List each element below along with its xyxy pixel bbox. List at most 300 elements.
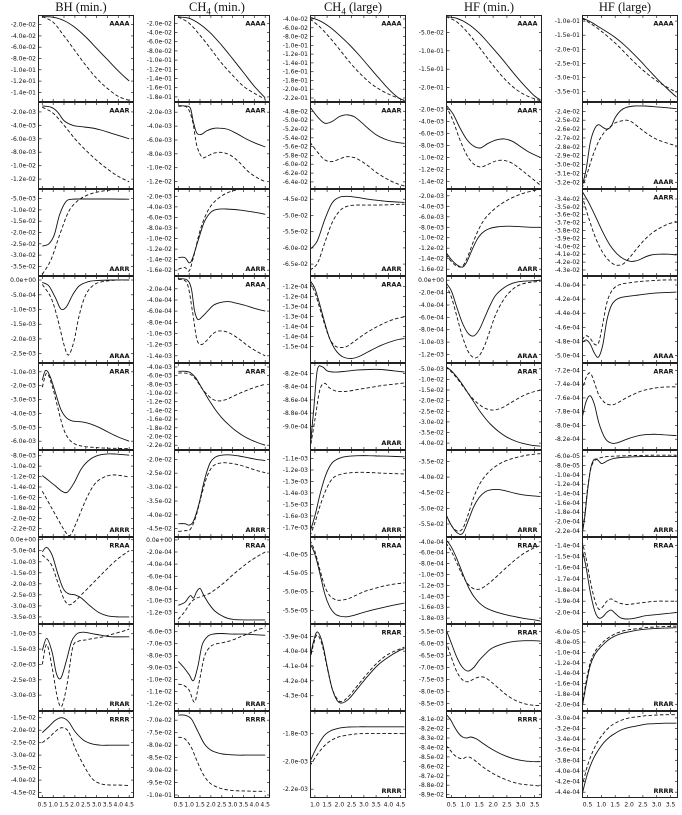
y-tick-label: -4.1e-04 [282, 663, 308, 670]
plot-ch4-rrrr [272, 711, 408, 811]
series-solid [582, 549, 678, 619]
y-tick-label: -1.8e-03 [282, 730, 308, 738]
y-tick-label: -9.0e-02 [146, 767, 172, 775]
series-solid [42, 199, 129, 246]
y-tick-label: -1.4e-02 [418, 255, 444, 263]
y-tick-label: -1.4e-04 [554, 542, 580, 550]
plot-ch4-araa [272, 276, 408, 363]
y-tick-label: -4.0e-03 [146, 364, 172, 371]
y-tick-label: -2.0e-03 [282, 758, 308, 766]
y-tick-label: -1.7e-03 [282, 524, 308, 532]
y-tick-label: -8.4e-04 [282, 383, 308, 391]
x-tick-label: 1.0 [184, 801, 194, 809]
y-tick-label: -1.2e-04 [282, 283, 308, 291]
y-tick-label: -1.4e-02 [146, 407, 172, 415]
y-tick-label: -8.5e-02 [146, 754, 172, 762]
y-tick-label: -8.8e-04 [282, 410, 308, 418]
y-tick-label: -6.4e-02 [282, 178, 308, 186]
y-tick-label: -2.0e-03 [418, 106, 444, 114]
y-tick-label: -6.0e-02 [10, 44, 36, 52]
y-tick-label: -2.5e-03 [10, 350, 36, 358]
y-tick-label: -8.6e-02 [418, 763, 444, 771]
y-tick-label: -1.0e-03 [146, 597, 172, 605]
y-tick-label: -1.8e-03 [418, 615, 444, 623]
y-tick-label: -7.5e-02 [146, 729, 172, 737]
y-tick-label: -2.5e-02 [10, 739, 36, 747]
y-tick-label: -1.2e-04 [282, 293, 308, 301]
series-solid [310, 17, 406, 101]
plot-bh-arar [0, 363, 136, 450]
plot-hf-rrrr [408, 711, 544, 811]
row-label: AARR [381, 265, 402, 273]
y-tick-label: -9.5e-02 [146, 779, 172, 787]
y-tick-label: -3.5e-02 [554, 203, 580, 211]
plot-bh-arrr [0, 450, 136, 537]
y-tick-label: -8.0e-04 [146, 319, 172, 327]
row-label: RRAA [653, 541, 674, 550]
y-tick-label: -2.2e-01 [282, 95, 308, 102]
row-label: ARRR [653, 526, 674, 534]
x-tick-label: 1.5 [610, 801, 620, 809]
y-tick-label: -3.9e-02 [554, 235, 580, 243]
y-tick-label: -1.8e-04 [554, 587, 580, 594]
y-tick-label: -2.0e-02 [146, 20, 172, 28]
y-tick-label: -3.0e-02 [10, 752, 36, 760]
y-tick-label: -1.2e-04 [554, 481, 580, 489]
y-tick-label: -8.0e-03 [146, 225, 172, 232]
y-tick-label: -2.0e-02 [10, 21, 36, 29]
y-tick-label: -1.6e-02 [418, 266, 444, 274]
series-dashed [310, 204, 406, 270]
x-tick-label: 2.5 [502, 801, 512, 809]
plot-hf-arrr [544, 450, 680, 537]
y-tick-label: -1.6e-03 [282, 512, 308, 520]
y-tick-label: -1.6e-04 [554, 680, 580, 688]
series-solid [178, 588, 265, 620]
series-dashed [178, 628, 265, 702]
y-tick-label: -1.5e-03 [282, 501, 308, 509]
y-tick-label: -6.0e-04 [418, 549, 444, 557]
y-tick-label: -4.0e-02 [146, 511, 172, 519]
y-tick-label: -1.5e-01 [554, 32, 580, 40]
series-dashed [582, 193, 678, 266]
y-tick-label: -4.6e-04 [554, 324, 580, 332]
x-tick-label: 1.5 [474, 801, 484, 809]
y-tick-label: -2.0e-02 [146, 433, 172, 441]
y-tick-label: -2.0e-03 [418, 192, 444, 200]
plot-hf-arar [408, 363, 544, 450]
y-tick-label: -4.0e-02 [418, 440, 444, 448]
y-tick-label: -6.0e-03 [10, 135, 36, 143]
row-label: ARRR [109, 526, 130, 534]
x-tick-label: 2.0 [488, 801, 498, 809]
y-tick-label: -2.0e-04 [418, 289, 444, 297]
row-label: ARAR [517, 367, 538, 376]
y-tick-label: -1.2e-02 [418, 245, 444, 253]
y-tick-label: -8.7e-02 [418, 772, 444, 780]
y-tick-label: -4.0e-04 [418, 302, 444, 309]
plot-ch4-rrar [136, 624, 272, 711]
plot-ch4-aaaa [136, 15, 272, 102]
y-tick-label: -8.0e-02 [146, 47, 172, 55]
row-label: AARR [517, 265, 538, 273]
y-tick-label: -2.0e-04 [146, 285, 172, 293]
x-tick-label: 4.5 [395, 801, 406, 809]
y-tick-label: -1.4e-02 [146, 256, 172, 264]
row-label: AAAR [653, 178, 674, 186]
row-label: RRRR [653, 787, 674, 795]
series-dashed [178, 373, 265, 401]
y-tick-label: -5.0e-04 [10, 291, 36, 299]
series-dashed [178, 189, 265, 271]
y-tick-label: -4.0e-02 [10, 32, 36, 40]
y-tick-label: -3.5e-02 [418, 458, 444, 466]
y-tick-label: -3.0e-04 [554, 714, 580, 722]
y-tick-label: -2.5e-03 [10, 676, 36, 684]
x-tick-label: 4.5 [260, 801, 270, 809]
y-tick-label: -1.6e-02 [146, 267, 172, 275]
y-tick-label: -3.0e-02 [146, 484, 172, 492]
row-label: AAAR [245, 106, 266, 115]
series-solid [446, 540, 542, 622]
y-tick-label: -6.0e-03 [146, 628, 172, 636]
y-tick-label: -1.0e-02 [146, 235, 172, 243]
x-tick-label: 2.0 [624, 801, 634, 809]
series-solid [178, 17, 265, 98]
y-tick-label: -3.0e-03 [10, 692, 36, 700]
row-label: AAAA [381, 19, 402, 28]
plot-hf-arar [544, 363, 680, 450]
plot-hf-aarr [544, 189, 680, 276]
y-tick-label: -3.0e-03 [10, 396, 36, 404]
column-1 [0, 0, 136, 811]
plot-bh-rrrr [0, 711, 136, 811]
y-tick-label: -2.0e-03 [146, 109, 172, 117]
y-tick-label: -7.8e-04 [554, 408, 580, 416]
y-tick-label: -2.5e-02 [146, 470, 172, 478]
y-tick-label: -8.0e-02 [10, 55, 36, 63]
y-tick-label: -1.6e-01 [146, 84, 172, 92]
x-tick-label: 3.0 [359, 801, 369, 809]
y-tick-label: -8.5e-02 [418, 753, 444, 761]
y-tick-label: -4.0e-02 [418, 474, 444, 482]
series-solid [310, 281, 406, 359]
y-tick-label: -1.4e-03 [146, 352, 172, 360]
y-tick-label: -2.0e-03 [10, 382, 36, 390]
row-label: ARAA [109, 352, 130, 360]
plot-ch4-aaaa [272, 15, 408, 102]
series-solid [178, 371, 265, 445]
series-dashed [582, 280, 678, 345]
plot-ch4-araa [136, 276, 272, 363]
x-tick-label: 2.0 [334, 801, 345, 809]
y-tick-label: -4.0e-04 [146, 561, 172, 569]
series-dashed [42, 373, 129, 449]
series-dashed [446, 281, 542, 357]
y-tick-label: -6.5e-03 [418, 652, 444, 660]
y-tick-label: -4.2e-04 [554, 296, 580, 304]
series-solid [310, 456, 406, 532]
y-tick-label: -4.0e-03 [10, 122, 36, 130]
series-solid [582, 628, 678, 709]
y-tick-label: -6.0e-04 [146, 308, 172, 316]
series-dashed [582, 373, 678, 405]
plot-bh-araa [0, 276, 136, 363]
y-tick-label: -2.0e-02 [10, 515, 36, 523]
y-tick-label: -3.5e-02 [10, 263, 36, 271]
x-tick-label: 2.0 [70, 801, 80, 809]
plot-hf-aaar [408, 102, 544, 189]
y-tick-label: -8.0e-03 [418, 142, 444, 150]
y-tick-label: -1.0e-01 [282, 42, 308, 50]
row-label: RRRR [245, 715, 266, 724]
x-tick-label: 1.5 [59, 801, 69, 809]
row-label: AAAA [653, 19, 674, 28]
row-label: RRAR [109, 700, 130, 708]
y-tick-label: -4.0e-04 [282, 648, 308, 656]
y-tick-label: -8.0e-04 [146, 585, 172, 593]
plot-ch4-arrr [136, 450, 272, 537]
y-tick-label: -3.6e-02 [554, 211, 580, 219]
series-dashed [446, 746, 542, 787]
y-tick-label: -8.0e-05 [554, 639, 580, 647]
y-tick-label: -5.8e-02 [282, 152, 308, 160]
row-label: RRAA [245, 541, 266, 550]
y-tick-label: -4.3e-04 [282, 692, 308, 700]
series-solid [446, 226, 542, 267]
y-tick-label: -3.2e-02 [554, 179, 580, 187]
y-tick-label: -3.6e-04 [554, 746, 580, 754]
column-5 [544, 0, 680, 811]
y-tick-label: -1.6e-02 [10, 494, 36, 502]
y-tick-label: -2.0e-03 [10, 335, 36, 343]
y-tick-label: -1.3e-03 [282, 478, 308, 486]
y-tick-label: -1.0e-03 [418, 571, 444, 579]
series-dashed [310, 142, 406, 186]
series-dashed [42, 728, 129, 786]
y-tick-label: -8.6e-04 [282, 396, 308, 404]
y-tick-label: -2.6e-02 [554, 126, 580, 134]
y-tick-label: -6.0e-03 [418, 213, 444, 221]
series-solid [42, 632, 129, 679]
y-tick-label: -8.0e-03 [146, 150, 172, 158]
y-tick-label: -1.8e-02 [10, 504, 36, 512]
y-tick-label: -5.0e-02 [418, 29, 444, 37]
y-tick-label: -8.0e-03 [418, 688, 444, 696]
y-tick-label: -2.2e-02 [146, 442, 172, 450]
plot-ch4-aarr [136, 189, 272, 276]
y-tick-label: -1.6e-02 [146, 416, 172, 424]
y-tick-label: -6.0e-04 [418, 314, 444, 322]
y-tick-label: -1.4e-04 [554, 670, 580, 678]
y-tick-label: -1.5e-03 [10, 569, 36, 577]
x-tick-label: 3.0 [91, 801, 102, 809]
row-label: ARAR [381, 439, 402, 447]
series-dashed [582, 626, 678, 706]
y-tick-label: -1.0e-03 [10, 630, 36, 638]
y-tick-label: -2.0e-03 [10, 108, 36, 116]
y-tick-label: -1.2e-03 [418, 582, 444, 590]
plot-ch4-aaar [136, 102, 272, 189]
y-tick-label: -1.4e-02 [10, 484, 36, 491]
y-tick-label: -1.6e-03 [418, 604, 444, 612]
y-tick-label: -6.0e-03 [10, 438, 36, 446]
series-dashed [446, 106, 542, 186]
y-tick-label: -1.0e-04 [554, 471, 580, 479]
plot-hf-aaar [544, 102, 680, 189]
y-tick-label: -4.5e-02 [10, 789, 36, 797]
y-tick-label: -1.2e-02 [10, 473, 36, 481]
y-tick-label: -1.0e-02 [418, 234, 444, 242]
y-tick-label: -1.1e-02 [146, 688, 172, 696]
y-tick-label: -2.0e-03 [146, 193, 172, 201]
y-tick-label: -1.0e-01 [146, 792, 172, 799]
series-solid [310, 543, 406, 617]
y-tick-label: -4.0e-02 [146, 29, 172, 37]
row-label: RRRR [109, 715, 130, 724]
row-label: ARAA [245, 280, 266, 289]
series-dashed [310, 733, 406, 765]
y-tick-label: -5.2e-02 [282, 126, 308, 133]
y-tick-label: -6.0e-03 [146, 137, 172, 144]
y-tick-label: -1.4e-04 [282, 333, 308, 341]
y-tick-label: -1.2e-02 [10, 176, 36, 184]
y-tick-label: -5.0e-04 [10, 547, 36, 555]
y-tick-label: -7.6e-04 [554, 394, 580, 402]
y-tick-label: -6.0e-03 [418, 130, 444, 138]
y-tick-label: -1.1e-03 [282, 455, 308, 463]
column-title: $CH_4$ (min.) [189, 0, 245, 17]
series-dashed [582, 541, 678, 609]
series-solid [42, 547, 129, 617]
y-tick-label: -2.2e-04 [554, 527, 580, 535]
y-tick-label: -1.4e-04 [554, 490, 580, 498]
y-tick-label: -1.8e-04 [554, 690, 580, 698]
y-tick-label: -1.2e-01 [146, 66, 172, 74]
plot-hf-aarr [408, 189, 544, 276]
series-dashed [42, 107, 129, 182]
y-tick-label: -7.0e-03 [146, 640, 172, 648]
x-tick-label: 1.5 [322, 801, 332, 809]
y-tick-label: -8.0e-05 [554, 462, 580, 470]
y-tick-label: -8.0e-02 [146, 742, 172, 750]
x-tick-label: 1.0 [48, 801, 58, 809]
series-dashed [178, 17, 265, 99]
x-tick-label: 4.0 [383, 801, 394, 809]
y-tick-label: -4.0e-02 [554, 243, 580, 251]
y-tick-label: -1.2e-02 [418, 166, 444, 174]
y-tick-label: -4.0e-03 [10, 410, 36, 418]
y-tick-label: -2.2e-03 [282, 786, 308, 794]
y-tick-label: -4.2e-04 [554, 778, 580, 786]
y-tick-label: -4.3e-02 [554, 267, 580, 274]
y-tick-label: -1.2e-01 [282, 51, 308, 59]
y-tick-label: -5.5e-05 [282, 607, 308, 615]
x-tick-label: 0.5 [582, 801, 593, 809]
row-label: ARRR [381, 526, 402, 534]
y-tick-label: -1.6e-01 [282, 68, 308, 76]
row-label: AARR [109, 265, 130, 273]
y-tick-label: -2.4e-02 [554, 108, 580, 116]
y-tick-label: -4.0e-04 [554, 768, 580, 775]
y-tick-label: -8.2e-04 [554, 436, 580, 444]
plot-ch4-arar [136, 363, 272, 450]
column-title: HF (large) [598, 0, 652, 14]
series-solid [582, 191, 678, 261]
y-tick-label: -5.0e-02 [418, 505, 444, 513]
y-tick-label: -6.0e-03 [146, 372, 172, 380]
series-solid [582, 457, 678, 536]
plot-bh-aaaa [0, 15, 136, 102]
series-solid [582, 396, 678, 444]
row-label: AAAA [109, 19, 130, 28]
y-tick-label: -8.0e-03 [146, 652, 172, 660]
y-tick-label: -1.0e-01 [146, 57, 172, 65]
row-label: ARAR [109, 367, 130, 376]
x-tick-label: 1.0 [460, 801, 471, 809]
y-tick-label: -3.5e-02 [418, 429, 444, 437]
x-tick-label: 2.5 [346, 801, 357, 809]
series-solid [446, 367, 542, 447]
y-tick-label: -3.5e-01 [554, 88, 580, 96]
y-tick-label: -9.0e-03 [146, 664, 172, 672]
row-label: RRAA [517, 541, 538, 550]
column-title: $CH_4$ (large) [323, 0, 383, 17]
y-tick-label: -5.5e-02 [282, 228, 308, 236]
y-tick-label: -1.2e-02 [146, 700, 172, 708]
y-tick-label: -8.8e-02 [418, 782, 444, 790]
row-label: AARR [653, 193, 674, 202]
y-tick-label: -3.5e-03 [10, 613, 36, 621]
series-solid [178, 634, 265, 681]
y-tick-label: -5.0e-03 [418, 365, 444, 373]
y-tick-label: -1.4e-01 [282, 59, 308, 67]
y-tick-label: -2.7e-02 [554, 135, 580, 142]
y-tick-label: -6.0e-05 [554, 628, 580, 636]
row-label: AARR [245, 265, 266, 273]
y-tick-label: -3.4e-02 [554, 196, 580, 203]
y-tick-label: -1.5e-04 [282, 343, 308, 351]
x-tick-label: 4.5 [124, 801, 134, 809]
y-tick-label: -1.0e-02 [10, 162, 36, 170]
row-label: RRRR [381, 787, 402, 795]
y-tick-label: -1.4e-03 [282, 489, 308, 497]
y-tick-label: -4.0e-03 [418, 203, 444, 211]
row-label: ARRR [245, 526, 266, 534]
y-tick-label: -3.0e-02 [554, 161, 580, 169]
row-label: AAAR [109, 106, 130, 115]
y-tick-label: -4.0e-05 [282, 551, 308, 559]
y-tick-label: -3.0e-02 [10, 252, 36, 260]
plot-bh-aaar [0, 102, 136, 189]
plot-hf-rrar [544, 624, 680, 711]
row-label: AAAA [245, 19, 266, 28]
y-tick-label: -4.8e-02 [282, 108, 308, 116]
row-label: RRAA [109, 541, 130, 550]
y-tick-label: -1.5e-03 [10, 321, 36, 329]
y-tick-label: -1.5e-02 [10, 218, 36, 226]
y-tick-label: -4.0e-03 [146, 203, 172, 211]
y-tick-label: -6.0e-02 [282, 244, 308, 252]
y-tick-label: -2.5e-02 [418, 408, 444, 416]
plot-hf-rraa [408, 537, 544, 624]
y-tick-label: -2.0e-01 [282, 86, 308, 94]
y-tick-label: -3.0e-02 [418, 418, 444, 426]
y-tick-label: 0.0e+00 [146, 537, 172, 544]
y-tick-label: -1.8e-01 [146, 93, 172, 101]
y-tick-label: -4.0e-02 [10, 777, 36, 785]
y-tick-label: -1.2e-02 [146, 398, 172, 406]
